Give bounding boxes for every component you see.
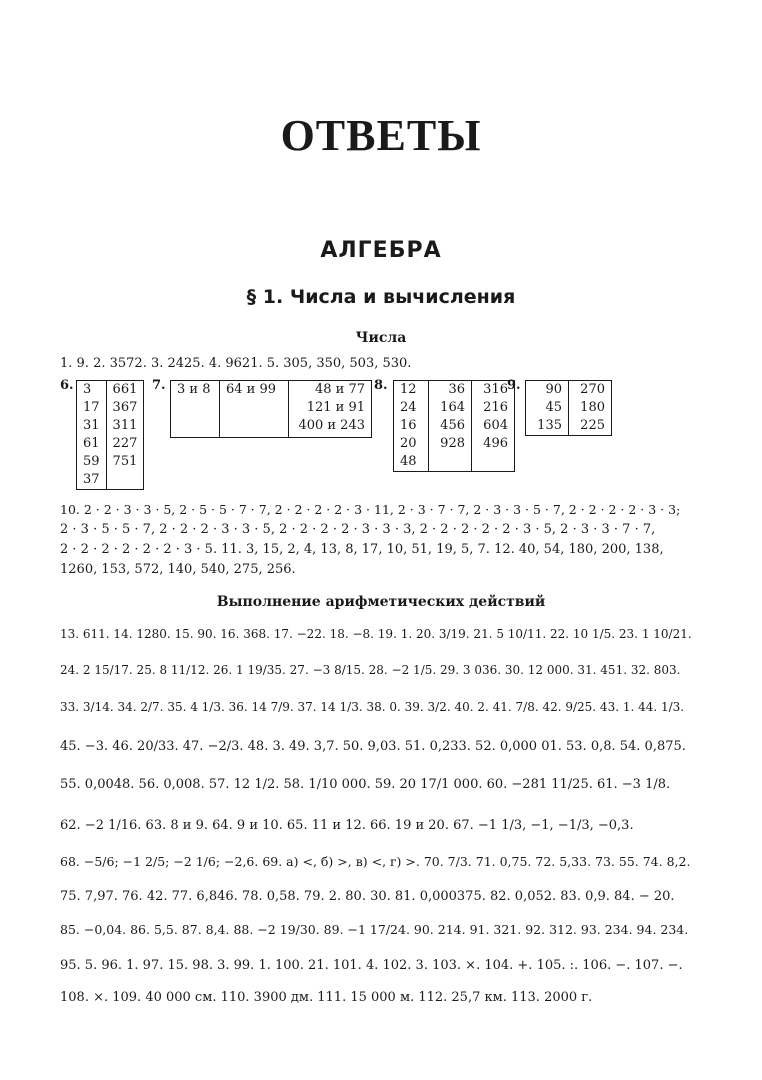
- table-cell: 90: [545, 382, 562, 397]
- table-7-label: 7.: [152, 378, 166, 393]
- table-6-col-1: [77, 381, 107, 490]
- answers-ops-line-3: 33. 3/14. 34. 2/7. 35. 4 1/3. 36. 14 7/9. 37. 14 1/3. 38. 0. 39. 3/2. 40. 2. 41. 7/8. 42. 9/25. 43. 1. 44. 1/3.: [60, 700, 685, 714]
- subsection-title-operations: Выполнение арифметических действий: [216, 594, 546, 610]
- table-cell: 270: [580, 382, 605, 397]
- answers-ops-line-8: 75. 7,97. 76. 42. 77. 6,846. 78. 0,58. 79. 2. 80. 30. 81. 0,000375. 82. 0,052. 83. 0,9. 84. − 20.: [60, 889, 675, 904]
- table-9: [525, 380, 612, 436]
- table-cell: 225: [580, 418, 605, 433]
- answers-block10-line-4: 1260, 153, 572, 140, 540, 275, 256.: [60, 562, 296, 577]
- table-7-col-3: [289, 381, 372, 438]
- table-6-label: 6.: [60, 378, 74, 393]
- table-8-label: 8.: [374, 378, 388, 393]
- table-6: [76, 380, 144, 490]
- table-8-col-1: [394, 381, 429, 472]
- section-title: АЛГЕБРА: [320, 238, 442, 263]
- table-7-col-2: [220, 381, 289, 438]
- table-7-col-1: [171, 381, 220, 438]
- table-cell: 20: [400, 436, 417, 451]
- table-cell: 16: [400, 418, 417, 433]
- table-cell: 751: [112, 454, 138, 469]
- table-cell: 64 и 99: [226, 382, 277, 397]
- table-cell: 36: [448, 382, 465, 397]
- answers-ops-line-11: 108. ×. 109. 40 000 см. 110. 3900 дм. 111. 15 000 м. 112. 25,7 км. 113. 2000 г.: [60, 990, 593, 1005]
- table-8-col-2: [429, 381, 472, 472]
- table-cell: 3: [83, 382, 92, 397]
- answers-line-1: 1. 9. 2. 3572. 3. 2425. 4. 9621. 5. 305, 350, 503, 530.: [60, 356, 412, 371]
- answers-block10-line-3: 2 · 2 · 2 · 2 · 2 · 2 · 3 · 5. 11. 3, 15, 2, 4, 13, 8, 17, 10, 51, 19, 5, 7. 12. 40, 54, 180, 200, 138,: [60, 542, 664, 557]
- table-cell: 367: [112, 400, 138, 415]
- table-cell: 227: [112, 436, 138, 451]
- table-cell: 316: [483, 382, 508, 397]
- table-cell: 456: [440, 418, 465, 433]
- table-cell: 164: [440, 400, 465, 415]
- page-title: ОТВЕТЫ: [280, 111, 482, 160]
- answers-block10-line-2: 2 · 3 · 5 · 5 · 7, 2 · 2 · 2 · 3 · 3 · 5, 2 · 2 · 2 · 2 · 3 · 3 · 3, 2 · 2 · 2 · 2 · 2 · 3 · 5, 2 · 3 · 3 · 7 · 7,: [60, 522, 656, 537]
- table-cell: 216: [483, 400, 508, 415]
- answers-ops-line-5: 55. 0,0048. 56. 0,008. 57. 12 1/2. 58. 1/10 000. 59. 20 17/1 000. 60. −281 11/25. 61. −3 1/8.: [60, 777, 671, 792]
- table-cell: 180: [580, 400, 605, 415]
- table-cell: 61: [83, 436, 100, 451]
- table-6-col-2: [106, 381, 144, 490]
- table-cell: 121 и 91: [306, 400, 365, 415]
- table-7: [170, 380, 372, 438]
- table-cell: 311: [112, 418, 138, 433]
- table-cell: 59: [83, 454, 100, 469]
- answers-block10-line-1: 10. 2 · 2 · 3 · 3 · 5, 2 · 5 · 5 · 7 · 7, 2 · 2 · 2 · 2 · 3 · 11, 2 · 3 · 7 · 7, 2 · 3 · 3 · 5 · 7, 2 · 2 · 2 · 2 · 3 · 3;: [60, 502, 681, 517]
- table-cell: 496: [483, 436, 508, 451]
- answers-ops-line-2: 24. 2 15/17. 25. 8 11/12. 26. 1 19/35. 27. −3 8/15. 28. −2 1/5. 29. 3 036. 30. 12 000. 31. 451. 32. 803.: [60, 663, 681, 677]
- table-cell: 928: [440, 436, 465, 451]
- table-cell: 661: [112, 382, 138, 397]
- table-cell: 48 и 77: [314, 382, 365, 397]
- answers-ops-line-4: 45. −3. 46. 20/33. 47. −2/3. 48. 3. 49. 3,7. 50. 9,03. 51. 0,233. 52. 0,000 01. 53. 0,8. 54. 0,875.: [60, 739, 686, 754]
- answers-ops-line-10: 95. 5. 96. 1. 97. 15. 98. 3. 99. 1. 100. 21. 101. 4. 102. 3. 103. ×. 104. +. 105. :. 106. −. 107. −.: [60, 958, 683, 973]
- table-9-label: 9.: [507, 378, 521, 393]
- answers-ops-line-1: 13. 611. 14. 1280. 15. 90. 16. 368. 17. −22. 18. −8. 19. 1. 20. 3/19. 21. 5 10/11. 22. 10 1/5. 23. 1 10/21.: [60, 627, 692, 641]
- table-cell: 37: [83, 472, 100, 487]
- table-9-col-2: [569, 381, 612, 436]
- table-8-col-3: [472, 381, 515, 472]
- subsection-title-numbers: Числа: [355, 330, 407, 346]
- table-cell: 135: [537, 418, 562, 433]
- table-cell: 24: [400, 400, 417, 415]
- table-cell: 604: [483, 418, 508, 433]
- answers-ops-line-6: 62. −2 1/16. 63. 8 и 9. 64. 9 и 10. 65. 11 и 12. 66. 19 и 20. 67. −1 1/3, −1, −1/3, −0,3.: [60, 818, 634, 833]
- table-cell: 31: [83, 418, 100, 433]
- answers-ops-line-9: 85. −0,04. 86. 5,5. 87. 8,4. 88. −2 19/30. 89. −1 17/24. 90. 214. 91. 321. 92. 312. 93. 234. 94. 234.: [60, 922, 689, 937]
- table-cell: 48: [400, 454, 417, 469]
- table-cell: 400 и 243: [298, 418, 365, 433]
- paragraph-title: § 1. Числа и вычисления: [246, 286, 516, 308]
- answers-ops-line-7: 68. −5/6; −1 2/5; −2 1/6; −2,6. 69. а) <, б) >, в) <, г) >. 70. 7/3. 71. 0,75. 72. 5,33. 73. 55. 74. 8,2.: [60, 854, 691, 869]
- table-8: [393, 380, 515, 472]
- table-9-col-1: [526, 381, 569, 436]
- table-cell: 12: [400, 382, 417, 397]
- table-cell: 45: [545, 400, 562, 415]
- table-cell: 3 и 8: [177, 382, 211, 397]
- table-cell: 17: [83, 400, 100, 415]
